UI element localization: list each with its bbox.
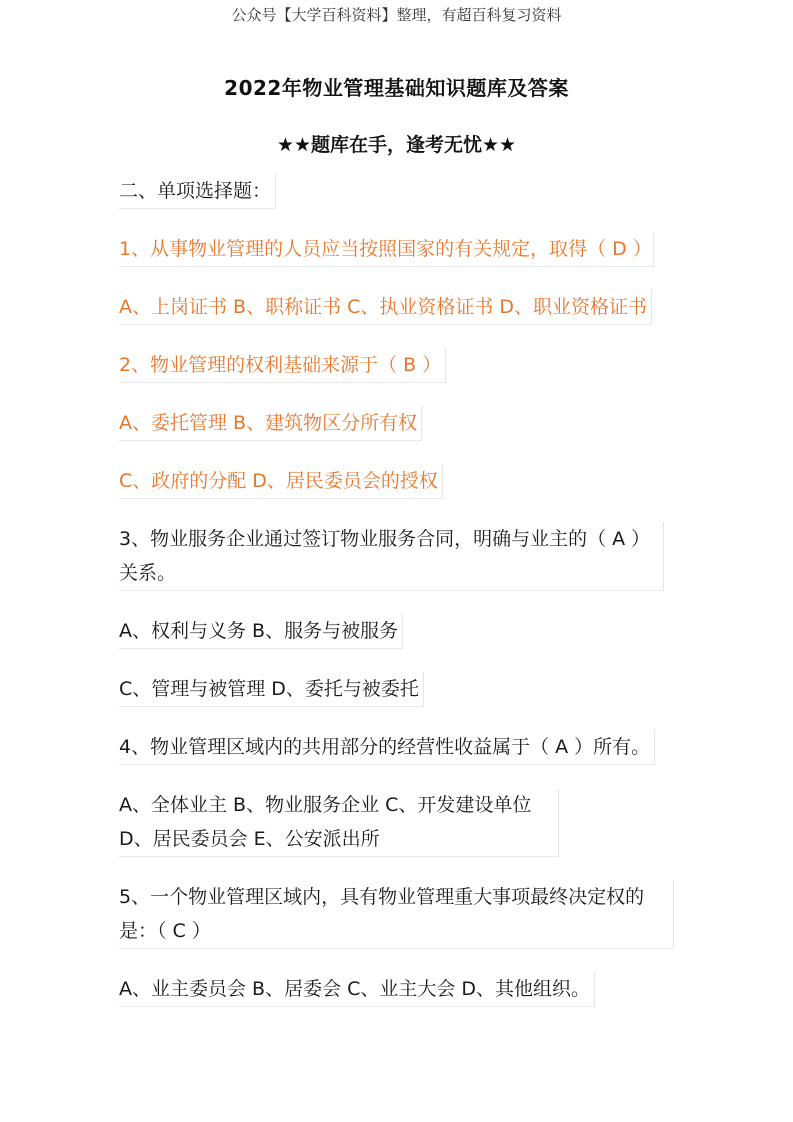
question-1-options: A、上岗证书 B、职称证书 C、执业资格证书 D、职业资格证书 [119,284,679,333]
question-5-options: A、业主委员会 B、居委会 C、业主大会 D、其他组织。 [119,966,679,1015]
question-3-options-b: C、管理与被管理 D、委托与被委托 [119,666,679,715]
question-3-options-a: A、权利与义务 B、服务与被服务 [119,608,679,657]
section-heading: 二、单项选择题： [119,168,679,217]
question-2: 2、物业管理的权利基础来源于（ B ） [119,342,679,391]
document-subtitle: ★★题库在手，逢考无忧★★ [276,134,517,156]
question-2-options-b: C、政府的分配 D、居民委员会的授权 [119,458,679,507]
question-1: 1、从事物业管理的人员应当按照国家的有关规定，取得（ D ） [119,226,654,275]
page-header: 公众号【大学百科资料】整理，有超百科复习资料 [231,6,562,24]
question-4: 4、物业管理区域内的共用部分的经营性收益属于（ A ）所有。 [119,724,679,773]
question-4-options: A、全体业主 B、物业服务企业 C、开发建设单位 D、居民委员会 E、公安派出所 [119,782,559,865]
document-body [119,168,679,1024]
question-2-options-a: A、委托管理 B、建筑物区分所有权 [119,400,679,449]
question-3: 3、物业服务企业通过签订物业服务合同，明确与业主的（ A ）关系。 [119,516,664,599]
question-5: 5、一个物业管理区域内，具有物业管理重大事项最终决定权的是：（ C ） [119,874,674,957]
document-title: 2022年物业管理基础知识题库及答案 [224,76,569,100]
